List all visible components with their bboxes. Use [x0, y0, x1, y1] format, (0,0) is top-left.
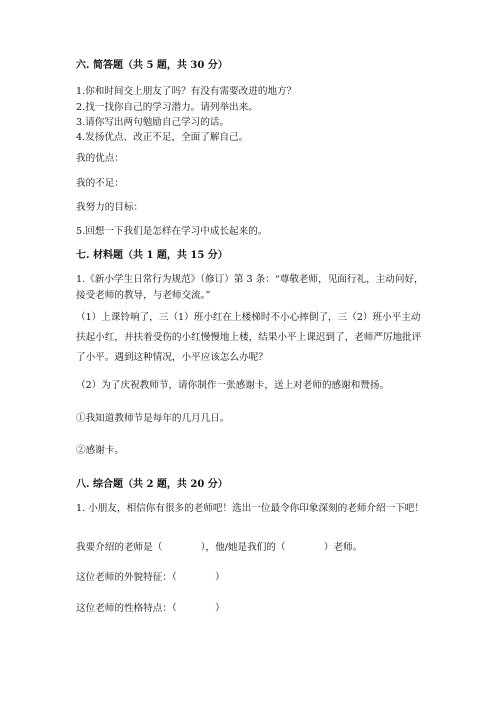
s6-item-4: 4.发扬优点、改正不足，全面了解自己。	[76, 132, 249, 143]
s6-item-3: 3.请你写出两句勉励自己学习的话。	[76, 117, 230, 128]
section-6-heading: 六. 简答题（共 5 题，共 30 分）	[76, 60, 228, 71]
s7-child-2: ②感谢卡。	[76, 445, 124, 456]
section-7-heading: 七. 材料题（共 1 题，共 15 分）	[76, 250, 228, 261]
section-8-heading: 八. 综合题（共 2 题，共 20 分）	[76, 479, 228, 490]
s7-part-2: （2）为了庆祝教师节，请你制作一张感谢卡，送上对老师的感谢和赞扬。	[76, 380, 390, 391]
merit-label: 我的优点：	[76, 153, 124, 164]
shortcoming-label: 我的不足：	[76, 178, 124, 189]
s8-question-1: 1. 小朋友，相信你有很多的老师吧！选出一位最令你印象深刻的老师介绍一下吧！	[76, 503, 424, 514]
intro-teacher-line: 我要介绍的老师是（ ），他/她是我们的（ ）老师。	[76, 542, 363, 553]
appearance-line: 这位老师的外貌特征：（ ）	[76, 572, 225, 583]
s7-child-1: ①我知道教师节是每年的几月几日。	[76, 413, 230, 424]
s7-part-1: （1）上课铃响了，三（1）班小红在上楼梯时不小心摔倒了，三（2）班小平主动扶起小红，并扶着受伤的小红慢慢地上楼，结果小平上课迟到了，老师严厉地批评了小平。遇到这种情况，小平应该怎么办呢？	[76, 312, 422, 363]
s6-item-1: 1.你和时间交上朋友了吗？有没有需要改进的地方？	[76, 86, 297, 97]
s6-item-2: 2.找一找你自己的学习潜力。请列举出来。	[76, 102, 258, 113]
s6-item-5: 5.回想一下我们是怎样在学习中成长起来的。	[76, 226, 268, 237]
goal-label: 我努力的目标：	[76, 202, 144, 213]
personality-line: 这位老师的性格特点：（ ）	[76, 603, 225, 614]
s7-question-1: 1.《新小学生日常行为规范》（修订）第 3 条：“尊敬老师，见面行礼，主动问好，接受老师的教导，与老师交流。”	[76, 274, 424, 301]
